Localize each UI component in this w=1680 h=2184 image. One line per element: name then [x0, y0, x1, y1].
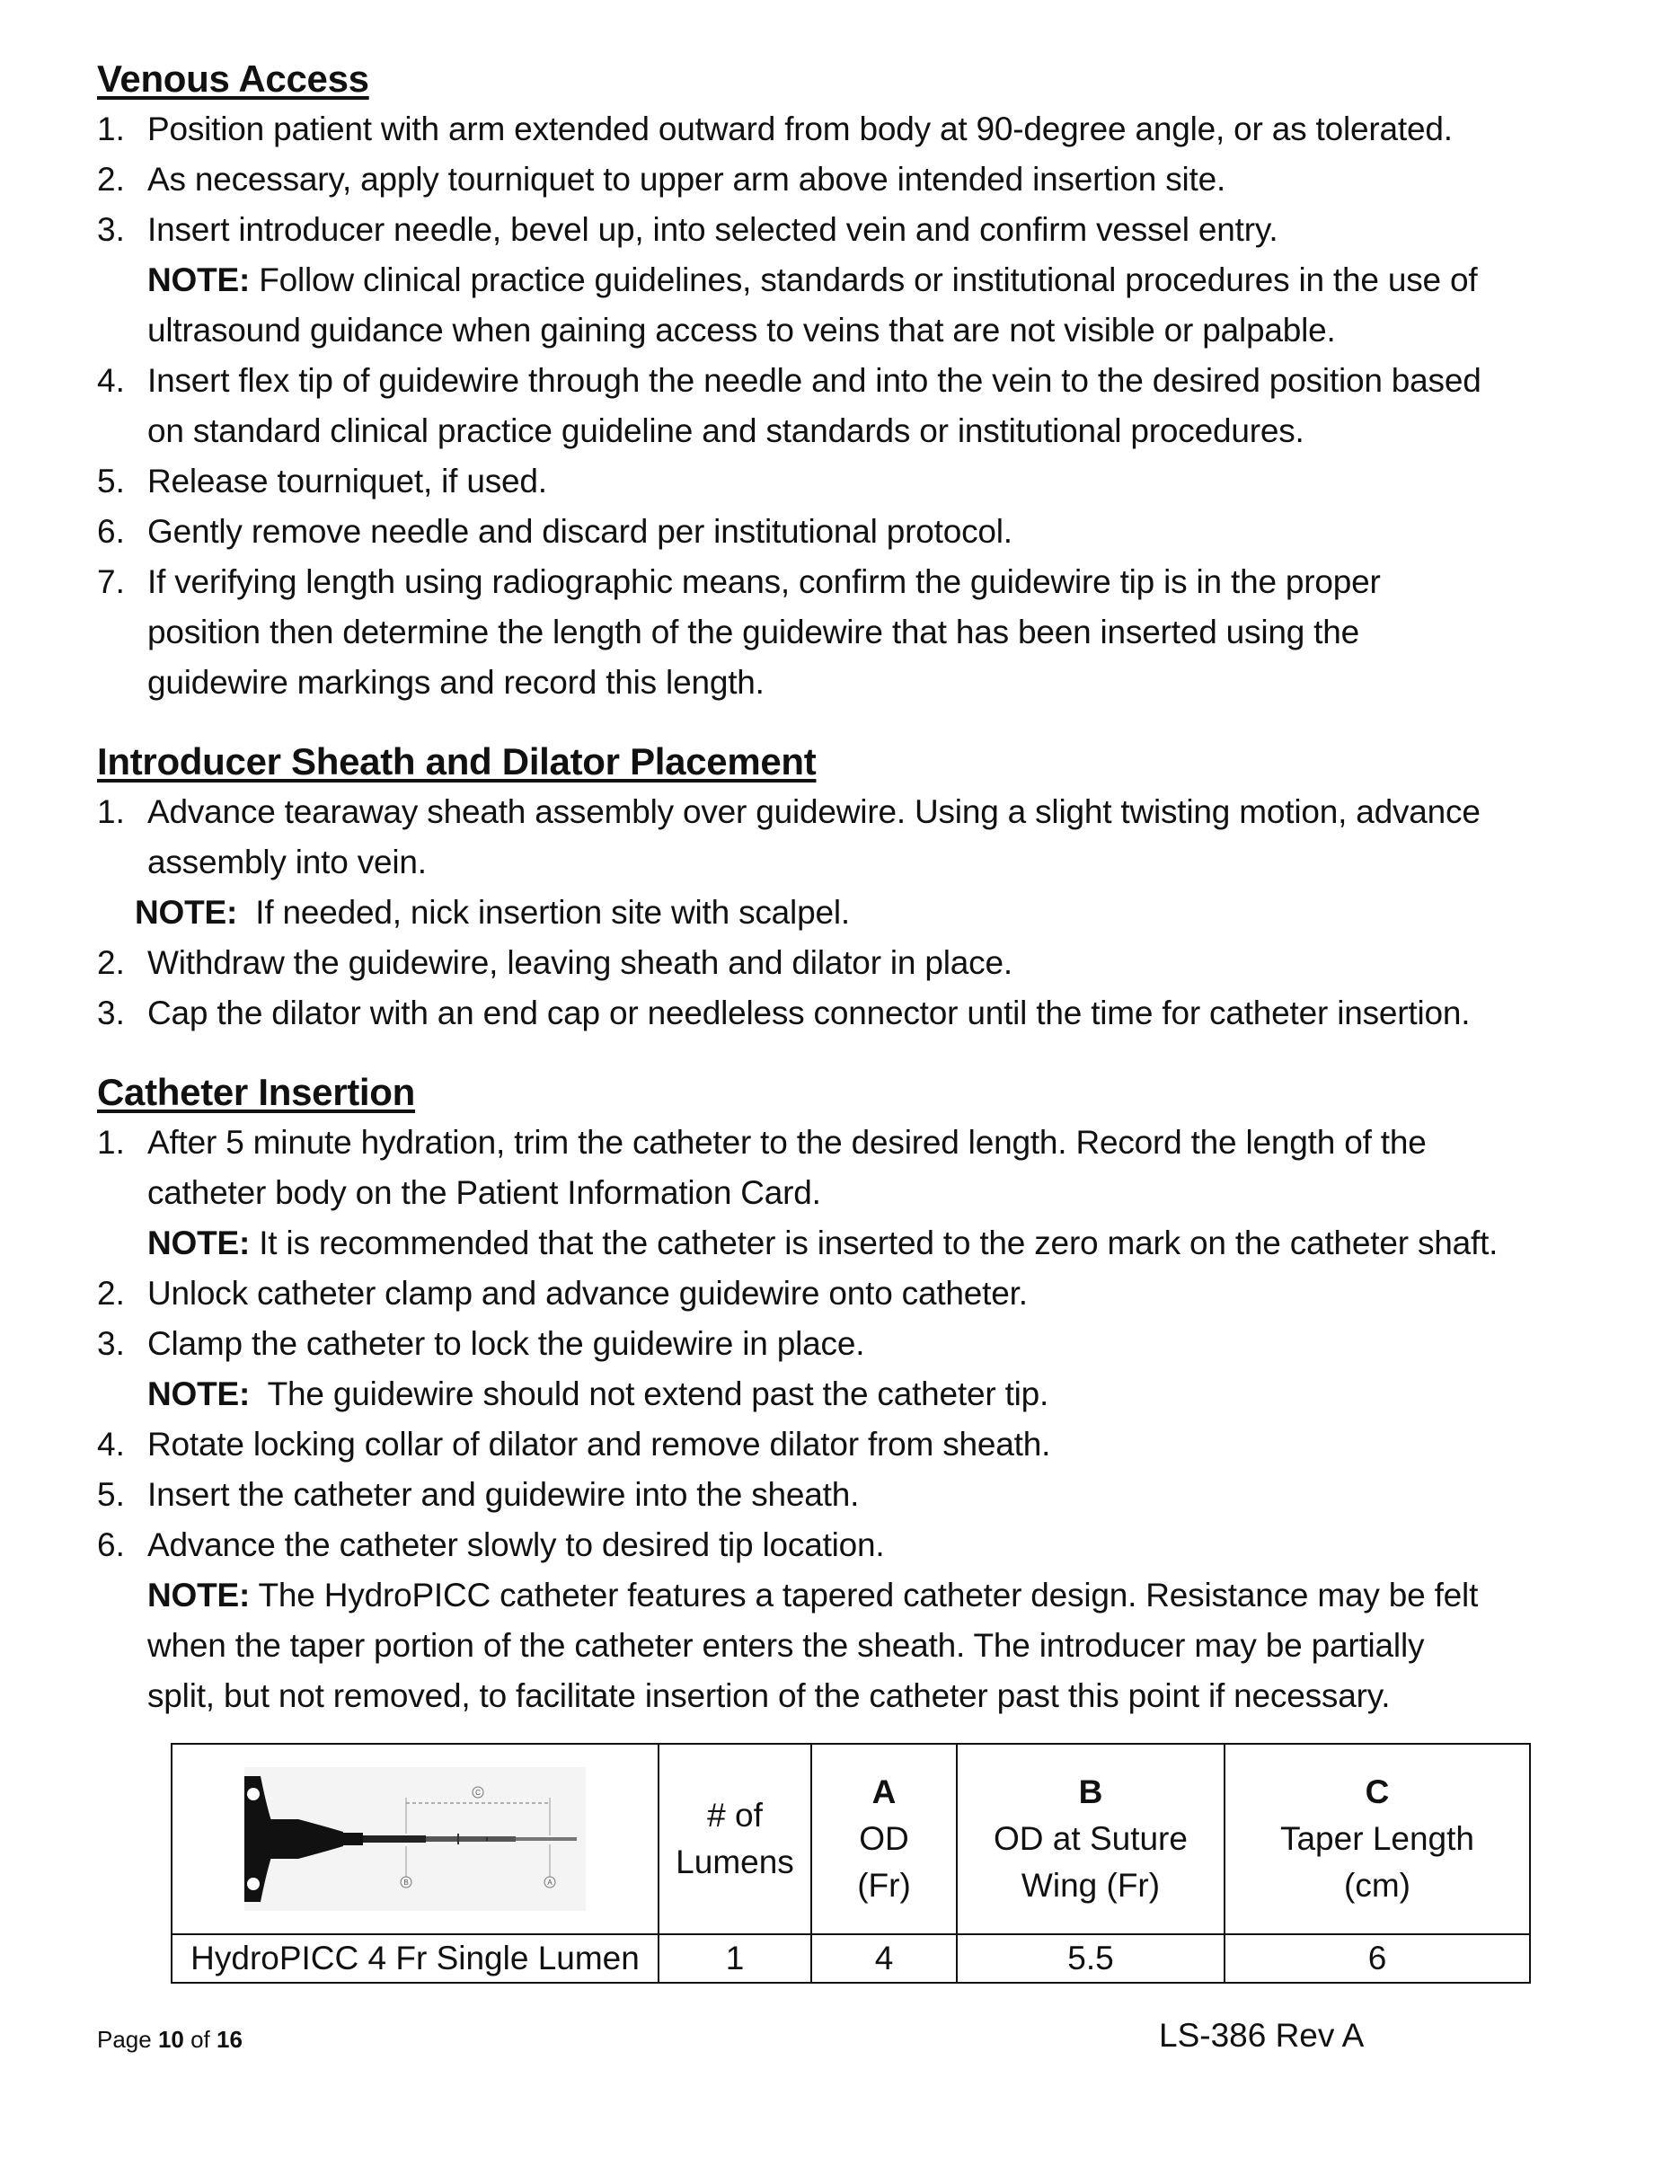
list-item: 2. Withdraw the guidewire, leaving sheath and dilator in place.: [97, 944, 1012, 981]
cell-lumens: 1: [659, 1934, 811, 1983]
header-a: A OD (Fr): [811, 1744, 957, 1934]
venous-access-steps: [97, 104, 1606, 255]
note: NOTE: The guidewire should not extend past the catheter tip.: [147, 1375, 1049, 1412]
document-id: LS-386 Rev A: [1159, 2017, 1365, 2054]
catheter-spec-table: [171, 1743, 1531, 1984]
list-item: 2. As necessary, apply tourniquet to upper arm above intended insertion site.: [97, 161, 1226, 198]
diagram-label-b: B: [403, 1879, 409, 1887]
header-lumens: # of Lumens: [659, 1744, 811, 1934]
header-c: C Taper Length (cm): [1225, 1744, 1530, 1934]
venous-access-section: [97, 54, 1606, 708]
note: NOTE: Follow clinical practice guidelines, standards or institutional procedures in the use of ultrasound guidance when gaining access to veins that are not visible or palpable.: [147, 261, 1478, 349]
note: NOTE: It is recommended that the catheter is inserted to the zero mark on the catheter shaft.: [147, 1225, 1499, 1261]
list-item: 6. Gently remove needle and discard per institutional protocol.: [97, 513, 1012, 550]
diagram-label-c: C: [475, 1789, 481, 1797]
catheter-section: [97, 1067, 1606, 1721]
list-item: 1. Advance tearaway sheath assembly over guidewire. Using a slight twisting motion, advance assembly into vein.: [97, 793, 1481, 880]
catheter-diagram-cell: [172, 1744, 659, 1934]
cell-od: 4: [811, 1934, 957, 1983]
list-item: 3. Insert introducer needle, bevel up, into selected vein and confirm vessel entry.: [97, 211, 1278, 248]
list-item: 2. Unlock catheter clamp and advance guidewire onto catheter.: [97, 1275, 1028, 1312]
cell-taper-length: 6: [1225, 1934, 1530, 1983]
diagram-label-a: A: [547, 1879, 553, 1887]
header-b: B OD at Suture Wing (Fr): [957, 1744, 1225, 1934]
list-item: 5. Insert the catheter and guidewire into the sheath.: [97, 1476, 860, 1513]
table-header-row: [172, 1744, 1530, 1934]
note: NOTE: If needed, nick insertion site with scalpel.: [135, 894, 850, 931]
venous-access-heading: Venous Access: [97, 57, 369, 100]
catheter-heading: Catheter Insertion: [97, 1071, 415, 1113]
table-row: [172, 1934, 1530, 1983]
list-item: 4. Rotate locking collar of dilator and remove dilator from sheath.: [97, 1426, 1051, 1463]
list-item: 1. Position patient with arm extended outward from body at 90-degree angle, or as tolerated.: [97, 111, 1453, 147]
cell-product-name: HydroPICC 4 Fr Single Lumen: [172, 1934, 659, 1983]
list-item: 6. Advance the catheter slowly to desired tip location.: [97, 1526, 885, 1563]
page-number: Page 10 of 16: [97, 2026, 243, 2053]
note: NOTE: The HydroPICC catheter features a tapered catheter design. Resistance may be felt when the taper portion of the catheter enters the sheath. The introducer may be partially split, but not removed, to facilitate insertion of the catheter past this point if necessary.: [147, 1577, 1479, 1714]
list-item: 5. Release tourniquet, if used.: [97, 463, 547, 500]
sheath-section: [97, 737, 1606, 1039]
list-item: 3. Clamp the catheter to lock the guidewire in place.: [97, 1325, 865, 1362]
list-item: 4. Insert flex tip of guidewire through the needle and into the vein to the desired position based on standard clinical practice guideline and standards or institutional procedures.: [97, 362, 1481, 449]
list-item: 1. After 5 minute hydration, trim the catheter to the desired length. Record the length of the catheter body on the Patient Information Card.: [97, 1124, 1427, 1211]
list-item: 3. Cap the dilator with an end cap or needleless connector until the time for catheter insertion.: [97, 995, 1471, 1031]
catheter-diagram: [244, 1767, 586, 1911]
list-item: 7. If verifying length using radiographic means, confirm the guidewire tip is in the proper position then determine the length of the guidewire that has been inserted using the guidewire markings and record this length.: [97, 563, 1381, 701]
cell-od-suture-wing: 5.5: [957, 1934, 1225, 1983]
sheath-heading: Introducer Sheath and Dilator Placement: [97, 740, 817, 783]
